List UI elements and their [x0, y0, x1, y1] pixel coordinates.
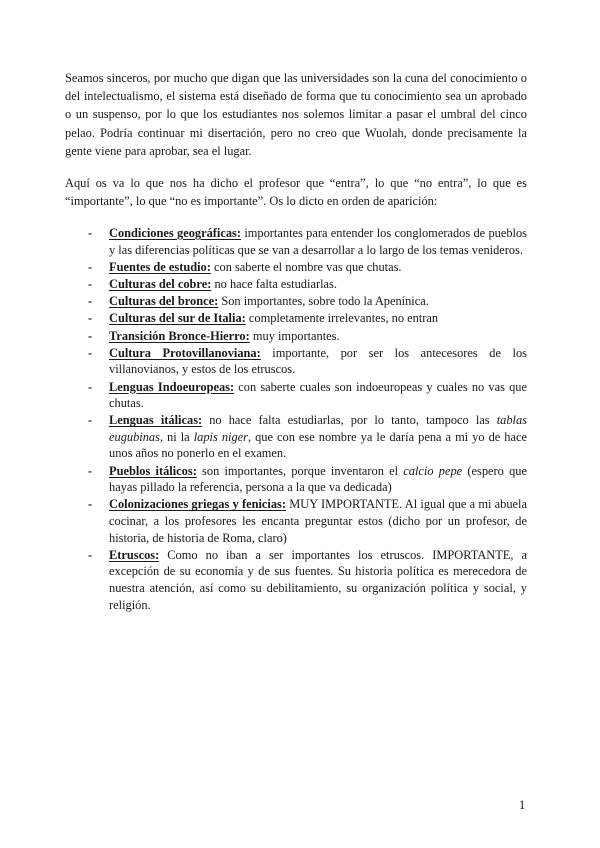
intro-paragraph: Seamos sinceros, por mucho que digan que las universidades son la cuna del conocimiento o del intelectualismo, el sistema está diseñado de forma que tu conocimiento sea un aprobado o un suspenso, por lo que los estudiantes nos solemos limitar a pasar el umbral del cinco pelao. Podría continuar mi disertación, pero no creo que Wuolah, donde precisamente la gente viene para aprobar, sea el lugar.: [65, 71, 527, 158]
item-text: , que con ese nombre ya le daría pena a mi yo de hace unos años no ponerlo en el examen.: [109, 429, 527, 461]
list-item: [0, 293, 527, 310]
item-text: , ni la: [159, 429, 190, 444]
list-item: [0, 547, 527, 613]
item-text: importante, por ser los antecesores de los villanovianos, y estos de los etruscos.: [109, 345, 527, 377]
item-term: Culturas del cobre:: [109, 276, 212, 291]
item-text: Son importantes, sobre todo la Apenínica.: [221, 294, 429, 309]
item-term: Culturas del bronce:: [109, 294, 219, 309]
item-text: importantes para entender los conglomerados de pueblos y las diferencias políticas que se van a desarrollar a lo largo de los temas venideros.: [109, 226, 527, 257]
item-italic: lapis niger: [193, 429, 248, 444]
instructions-paragraph: Aquí os va lo que nos ha dicho el profesor que “entra”, lo que “no entra”, lo que es “importante”, lo que “no es importante”. Os lo dicto en orden de aparición:: [65, 176, 527, 209]
item-term: Cultura Protovillanoviana:: [109, 345, 261, 360]
topics-list: [0, 225, 600, 614]
dash-bullet: -: [88, 379, 93, 394]
item-term: Pueblos itálicos:: [109, 463, 197, 478]
item-term: Fuentes de estudio:: [109, 259, 211, 274]
list-item: [0, 276, 527, 293]
item-text: completamente irrelevantes, no entran: [248, 311, 439, 326]
dash-bullet: -: [88, 294, 93, 309]
list-item: [0, 259, 527, 276]
item-text: Como no iban a ser importantes los etruscos. IMPORTANTE, a excepción de su economía y de sus fuentes. Su historia política es merecedora de nuestra atención, así como su debilitamiento, su organización política y social, y religión.: [109, 547, 527, 612]
list-item: [0, 225, 527, 258]
dash-bullet: -: [88, 413, 93, 428]
list-item: [0, 496, 527, 546]
item-italic: calcio pepe: [403, 463, 463, 478]
item-text: muy importantes.: [252, 328, 340, 343]
item-term: Lenguas itálicas:: [109, 413, 203, 428]
item-term: Transición Bronce-Hierro:: [109, 328, 250, 343]
list-item: [0, 463, 527, 496]
item-italic: tablas eugubinas: [109, 413, 527, 444]
dash-bullet: -: [88, 497, 93, 512]
list-item: [0, 379, 527, 412]
list-item: [0, 345, 527, 378]
item-text: con saberte cuales son indoeuropeas y cuales no vas que chutas.: [109, 379, 527, 411]
dash-bullet: -: [88, 276, 93, 291]
page-number: 1: [519, 798, 526, 812]
list-item: [0, 310, 527, 327]
dash-bullet: -: [88, 259, 93, 274]
item-text: no hace falta estudiarlas.: [214, 276, 337, 291]
item-text: no hace falta estudiarlas, por lo tanto, tampoco las: [209, 413, 490, 428]
dash-bullet: -: [88, 547, 93, 562]
item-text: (espero que hayas pillado la referencia, persona a la que va dedicada): [109, 463, 527, 495]
item-term: Colonizaciones griegas y fenicias:: [109, 497, 287, 512]
dash-bullet: -: [88, 328, 93, 343]
item-term: Condiciones geográficas:: [109, 226, 242, 240]
item-text: MUY IMPORTANTE. Al igual que a mi abuela cocinar, a los profesores les encanta preguntar estos (dicho por un profesor, de historia, de historia de Roma, claro): [109, 497, 527, 545]
item-term: Etruscos:: [109, 547, 160, 562]
dash-bullet: -: [88, 345, 93, 360]
dash-bullet: -: [88, 226, 93, 240]
list-item: [0, 412, 527, 462]
item-text: con saberte el nombre vas que chutas.: [214, 259, 402, 274]
item-term: Culturas del sur de Italia:: [109, 311, 246, 326]
list-item: [0, 328, 527, 345]
item-term: Lenguas Indoeuropeas:: [109, 379, 235, 394]
dash-bullet: -: [88, 463, 93, 478]
item-text: son importantes, porque inventaron el: [202, 463, 399, 478]
dash-bullet: -: [88, 311, 93, 326]
